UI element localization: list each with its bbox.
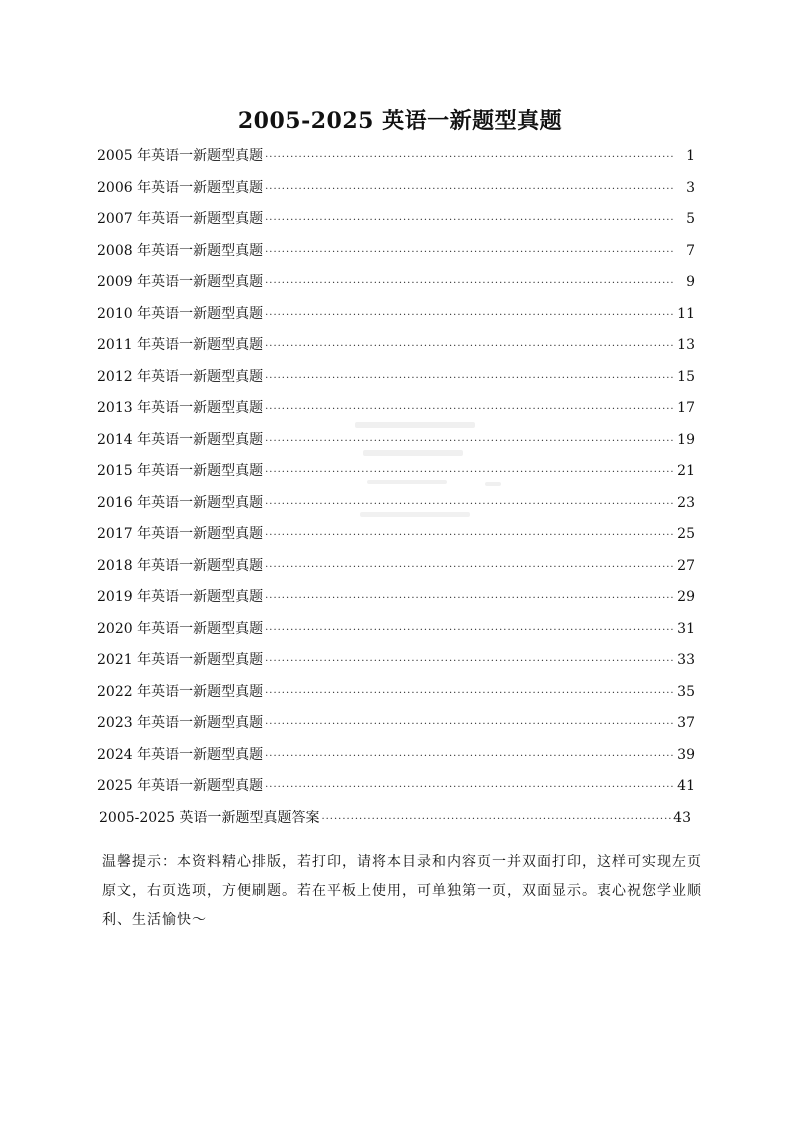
toc-entry-page: 13: [677, 337, 695, 353]
toc-entry-page: 1: [686, 148, 695, 164]
toc-entry-page: 17: [677, 400, 695, 416]
toc-entry-label: 2016 年英语一新题型真题: [97, 494, 264, 511]
toc-leader-dots: [265, 369, 675, 389]
toc-entry-label: 2013 年英语一新题型真题: [97, 400, 264, 416]
toc-entry-page: 5: [686, 211, 695, 227]
toc-entry-page: 3: [686, 179, 695, 196]
toc-entry-page: 11: [677, 305, 695, 322]
table-of-contents: [97, 146, 695, 839]
toc-entry[interactable]: [97, 146, 695, 178]
toc-entry[interactable]: [97, 430, 695, 462]
toc-entry-label: 2009 年英语一新题型真题: [97, 274, 264, 290]
toc-entry-label: 2010 年英语一新题型真题: [97, 305, 264, 322]
toc-leader-dots: [265, 652, 675, 672]
toc-entry-page: 7: [686, 242, 695, 259]
toc-entry-label: 2005 年英语一新题型真题: [97, 148, 264, 164]
toc-entry-page: 37: [677, 715, 695, 731]
toc-entry-label: 2020 年英语一新题型真题: [97, 620, 264, 637]
toc-entry-page: 43: [673, 809, 691, 826]
toc-entry-page: 39: [677, 746, 695, 763]
toc-entry-label: 2014 年英语一新题型真题: [97, 431, 264, 448]
toc-entry[interactable]: [97, 524, 695, 556]
toc-leader-dots: [265, 243, 675, 263]
toc-entry-label: 2022 年英语一新题型真题: [97, 683, 264, 700]
page-title: 2005-2025 英语一新题型真题: [237, 108, 563, 134]
toc-entry[interactable]: [97, 682, 695, 714]
toc-leader-dots: [265, 432, 675, 452]
toc-entry-label: 2007 年英语一新题型真题: [97, 211, 264, 227]
toc-entry[interactable]: [97, 178, 695, 210]
toc-leader-dots: [265, 400, 675, 420]
toc-leader-dots: [265, 778, 675, 798]
toc-leader-dots: [265, 274, 675, 294]
toc-entry-page: 41: [677, 778, 695, 794]
toc-entry-label: 2006 年英语一新题型真题: [97, 179, 264, 196]
toc-entry-page: 35: [677, 683, 695, 700]
toc-entry[interactable]: [97, 713, 695, 745]
toc-entry[interactable]: [97, 304, 695, 336]
toc-entry-label: 2011 年英语一新题型真题: [97, 337, 264, 353]
toc-leader-dots: [265, 211, 675, 231]
toc-leader-dots: [265, 558, 675, 578]
toc-entry[interactable]: [97, 587, 695, 619]
toc-entry[interactable]: [97, 461, 695, 493]
tip-note: 温馨提示：本资料精心排版，若打印，请将本目录和内容页一并双面打印，这样可实现左页原文，右页选项，方便刷题。若在平板上使用，可单独第一页，双面显示。衷心祝您学业顺利、生活愉快～: [102, 854, 702, 928]
toc-entry[interactable]: [97, 367, 695, 399]
toc-leader-dots: [265, 148, 675, 168]
toc-entry-label: 2015 年英语一新题型真题: [97, 463, 264, 479]
toc-entry[interactable]: [97, 241, 695, 273]
toc-leader-dots: [265, 463, 675, 483]
toc-entry-page: 33: [677, 652, 695, 668]
toc-entry-answers[interactable]: [97, 808, 691, 840]
toc-entry[interactable]: [97, 556, 695, 588]
toc-entry[interactable]: [97, 650, 695, 682]
toc-leader-dots: [265, 495, 675, 515]
toc-entry-label: 2018 年英语一新题型真题: [97, 557, 264, 574]
toc-leader-dots: [265, 589, 675, 609]
toc-entry-label: 2019 年英语一新题型真题: [97, 589, 264, 605]
toc-entry-page: 15: [677, 368, 695, 385]
toc-entry[interactable]: [97, 398, 695, 430]
toc-entry-label: 2012 年英语一新题型真题: [97, 368, 264, 385]
toc-entry-page: 31: [677, 620, 695, 637]
toc-entry-page: 25: [677, 526, 695, 542]
toc-leader-dots: [321, 810, 671, 830]
toc-entry-page: 29: [677, 589, 695, 605]
toc-leader-dots: [265, 306, 675, 326]
toc-entry[interactable]: [97, 745, 695, 777]
toc-entry[interactable]: [97, 335, 695, 367]
toc-entry-page: 27: [677, 557, 695, 574]
toc-leader-dots: [265, 747, 675, 767]
toc-entry[interactable]: [97, 776, 695, 808]
toc-leader-dots: [265, 526, 675, 546]
toc-entry-page: 21: [677, 463, 695, 479]
toc-entry-page: 23: [677, 494, 695, 511]
toc-entry-label: 2021 年英语一新题型真题: [97, 652, 264, 668]
toc-entry-label: 2017 年英语一新题型真题: [97, 526, 264, 542]
toc-leader-dots: [265, 337, 675, 357]
toc-entry[interactable]: [97, 272, 695, 304]
toc-entry-label: 2008 年英语一新题型真题: [97, 242, 264, 259]
toc-entry-label: 2024 年英语一新题型真题: [97, 746, 264, 763]
toc-leader-dots: [265, 180, 675, 200]
toc-entry-label: 2025 年英语一新题型真题: [97, 778, 264, 794]
toc-entry-page: 19: [677, 431, 695, 448]
toc-leader-dots: [265, 715, 675, 735]
toc-leader-dots: [265, 684, 675, 704]
toc-entry-page: 9: [686, 274, 695, 290]
toc-entry-label: 2005-2025 英语一新题型真题答案: [99, 809, 320, 826]
toc-entry[interactable]: [97, 209, 695, 241]
toc-leader-dots: [265, 621, 675, 641]
toc-entry-label: 2023 年英语一新题型真题: [97, 715, 264, 731]
toc-entry[interactable]: [97, 493, 695, 525]
toc-entry[interactable]: [97, 619, 695, 651]
